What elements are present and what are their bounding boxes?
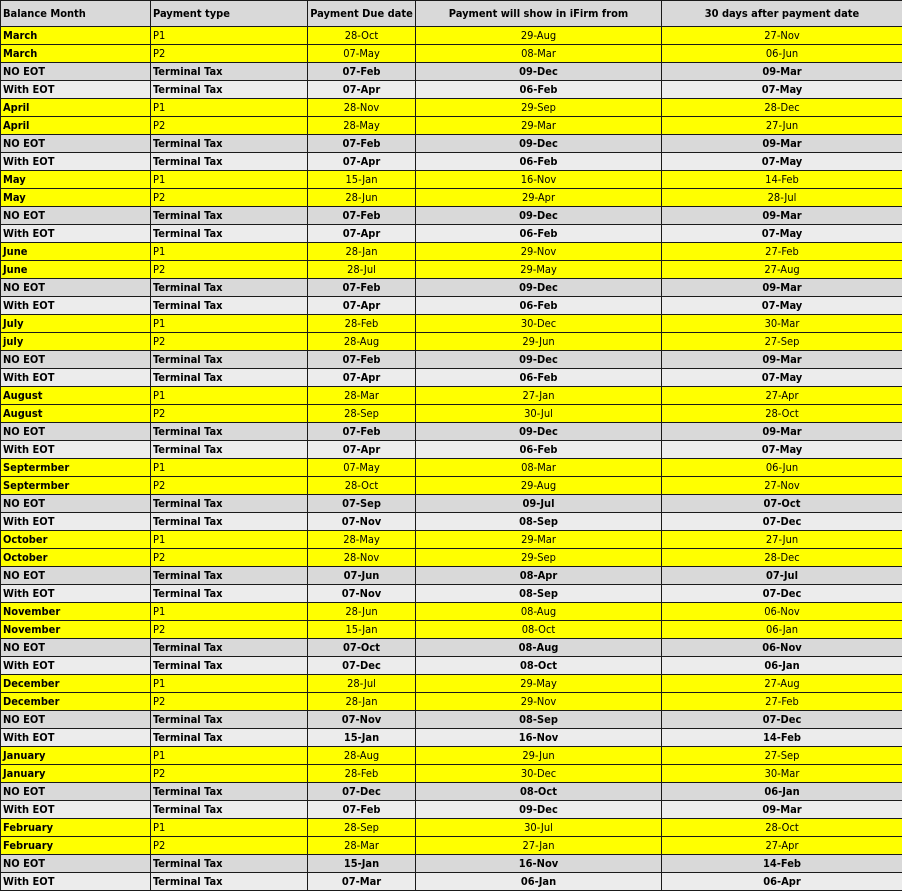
balance-month-cell[interactable]: With EOT [1, 801, 151, 819]
payment-type-cell[interactable]: Terminal Tax [151, 441, 308, 459]
table-row [1, 423, 902, 441]
column-header-30-days-after[interactable]: 30 days after payment date [662, 1, 902, 27]
balance-month-cell[interactable]: Septermber [1, 477, 151, 495]
ifirm-show-date-cell[interactable]: 09-Dec [416, 207, 662, 225]
table-row [1, 405, 902, 423]
ifirm-show-date-cell[interactable]: 29-Sep [416, 549, 662, 567]
payment-due-date-cell[interactable]: 07-Jun [308, 567, 416, 585]
ifirm-show-date-cell[interactable]: 08-Oct [416, 783, 662, 801]
ifirm-show-date-cell[interactable]: 27-Jan [416, 387, 662, 405]
payment-due-date-cell[interactable]: 07-Nov [308, 513, 416, 531]
ifirm-show-date-cell[interactable]: 30-Dec [416, 765, 662, 783]
balance-month-cell[interactable]: June [1, 261, 151, 279]
balance-month-cell[interactable]: NO EOT [1, 207, 151, 225]
thirty-days-after-cell[interactable]: 27-Jun [662, 531, 902, 549]
ifirm-show-date-cell[interactable]: 29-Mar [416, 531, 662, 549]
column-header-payment-type[interactable]: Payment type [151, 1, 308, 27]
payment-due-date-cell[interactable]: 07-Feb [308, 351, 416, 369]
thirty-days-after-cell[interactable]: 27-Sep [662, 747, 902, 765]
thirty-days-after-cell[interactable]: 09-Mar [662, 351, 902, 369]
balance-month-cell[interactable]: With EOT [1, 441, 151, 459]
thirty-days-after-cell[interactable]: 09-Mar [662, 135, 902, 153]
payment-type-cell[interactable]: Terminal Tax [151, 495, 308, 513]
payment-type-cell[interactable]: P2 [151, 189, 308, 207]
thirty-days-after-cell[interactable]: 27-Aug [662, 261, 902, 279]
table-row [1, 117, 902, 135]
payment-due-date-cell[interactable]: 07-Apr [308, 225, 416, 243]
balance-month-cell[interactable]: NO EOT [1, 567, 151, 585]
table-row [1, 585, 902, 603]
payment-type-cell[interactable]: Terminal Tax [151, 801, 308, 819]
balance-month-cell[interactable]: NO EOT [1, 351, 151, 369]
table-row [1, 639, 902, 657]
balance-month-cell[interactable]: NO EOT [1, 639, 151, 657]
thirty-days-after-cell[interactable]: 14-Feb [662, 171, 902, 189]
table-row [1, 297, 902, 315]
ifirm-show-date-cell[interactable]: 08-Aug [416, 603, 662, 621]
table-row [1, 837, 902, 855]
ifirm-show-date-cell[interactable]: 09-Dec [416, 423, 662, 441]
payment-type-cell[interactable]: P2 [151, 621, 308, 639]
balance-month-cell[interactable]: February [1, 819, 151, 837]
thirty-days-after-cell[interactable]: 27-Apr [662, 837, 902, 855]
table-row [1, 441, 902, 459]
payment-type-cell[interactable]: P1 [151, 675, 308, 693]
table-row [1, 135, 902, 153]
table-row [1, 477, 902, 495]
thirty-days-after-cell[interactable]: 28-Jul [662, 189, 902, 207]
ifirm-show-date-cell[interactable]: 08-Apr [416, 567, 662, 585]
ifirm-show-date-cell[interactable]: 09-Dec [416, 351, 662, 369]
payment-due-date-cell[interactable]: 28-Jul [308, 675, 416, 693]
table-row [1, 765, 902, 783]
thirty-days-after-cell[interactable]: 09-Mar [662, 63, 902, 81]
ifirm-show-date-cell[interactable]: 29-Mar [416, 117, 662, 135]
ifirm-show-date-cell[interactable]: 16-Nov [416, 855, 662, 873]
ifirm-show-date-cell[interactable]: 29-Nov [416, 693, 662, 711]
payment-type-cell[interactable]: Terminal Tax [151, 783, 308, 801]
payment-due-date-cell[interactable]: 15-Jan [308, 171, 416, 189]
payment-type-cell[interactable]: Terminal Tax [151, 711, 308, 729]
payment-type-cell[interactable]: Terminal Tax [151, 153, 308, 171]
thirty-days-after-cell[interactable]: 14-Feb [662, 729, 902, 747]
payment-type-cell[interactable]: Terminal Tax [151, 639, 308, 657]
payment-type-cell[interactable]: Terminal Tax [151, 567, 308, 585]
payment-due-date-cell[interactable]: 07-Feb [308, 423, 416, 441]
balance-month-cell[interactable]: NO EOT [1, 783, 151, 801]
payment-type-cell[interactable]: P2 [151, 477, 308, 495]
table-row [1, 99, 902, 117]
balance-month-cell[interactable]: March [1, 45, 151, 63]
table-row [1, 657, 902, 675]
thirty-days-after-cell[interactable]: 28-Oct [662, 819, 902, 837]
thirty-days-after-cell[interactable]: 07-May [662, 441, 902, 459]
balance-month-cell[interactable]: NO EOT [1, 135, 151, 153]
payment-due-date-cell[interactable]: 28-Nov [308, 549, 416, 567]
thirty-days-after-cell[interactable]: 27-Feb [662, 243, 902, 261]
payment-due-date-cell[interactable]: 28-Oct [308, 477, 416, 495]
table-row [1, 549, 902, 567]
balance-month-cell[interactable]: NO EOT [1, 711, 151, 729]
thirty-days-after-cell[interactable]: 07-May [662, 297, 902, 315]
ifirm-show-date-cell[interactable]: 30-Jul [416, 405, 662, 423]
balance-month-cell[interactable]: With EOT [1, 513, 151, 531]
balance-month-cell[interactable]: With EOT [1, 297, 151, 315]
payment-due-date-cell[interactable]: 28-Sep [308, 819, 416, 837]
payment-type-cell[interactable]: P2 [151, 261, 308, 279]
ifirm-show-date-cell[interactable]: 29-Nov [416, 243, 662, 261]
payment-due-date-cell[interactable]: 28-Feb [308, 315, 416, 333]
ifirm-show-date-cell[interactable]: 16-Nov [416, 171, 662, 189]
table-row [1, 801, 902, 819]
thirty-days-after-cell[interactable]: 07-Dec [662, 585, 902, 603]
balance-month-cell[interactable]: May [1, 189, 151, 207]
payment-due-date-cell[interactable]: 28-Jun [308, 603, 416, 621]
payment-due-date-cell[interactable]: 07-Feb [308, 63, 416, 81]
payment-type-cell[interactable]: Terminal Tax [151, 81, 308, 99]
payment-due-date-cell[interactable]: 28-Mar [308, 837, 416, 855]
ifirm-show-date-cell[interactable]: 08-Sep [416, 513, 662, 531]
payment-type-cell[interactable]: P1 [151, 315, 308, 333]
balance-month-cell[interactable]: NO EOT [1, 423, 151, 441]
balance-month-cell[interactable]: With EOT [1, 729, 151, 747]
ifirm-show-date-cell[interactable]: 06-Jan [416, 873, 662, 891]
balance-month-cell[interactable]: August [1, 387, 151, 405]
payment-type-cell[interactable]: Terminal Tax [151, 585, 308, 603]
thirty-days-after-cell[interactable]: 06-Nov [662, 603, 902, 621]
thirty-days-after-cell[interactable]: 07-May [662, 225, 902, 243]
table-row [1, 189, 902, 207]
payment-due-date-cell[interactable]: 07-Mar [308, 873, 416, 891]
payment-due-date-cell[interactable]: 07-Apr [308, 153, 416, 171]
table-row [1, 81, 902, 99]
payment-due-date-cell[interactable]: 28-Feb [308, 765, 416, 783]
table-row [1, 315, 902, 333]
payment-due-date-cell[interactable]: 07-Apr [308, 81, 416, 99]
table-row [1, 225, 902, 243]
table-row [1, 63, 902, 81]
ifirm-show-date-cell[interactable]: 06-Feb [416, 81, 662, 99]
table-row [1, 873, 902, 891]
payment-type-cell[interactable]: P1 [151, 243, 308, 261]
payment-type-cell[interactable]: P1 [151, 387, 308, 405]
balance-month-cell[interactable]: With EOT [1, 81, 151, 99]
table-row [1, 369, 902, 387]
payment-type-cell[interactable]: P2 [151, 117, 308, 135]
thirty-days-after-cell[interactable]: 07-May [662, 153, 902, 171]
payment-type-cell[interactable]: P1 [151, 171, 308, 189]
balance-month-cell[interactable]: july [1, 333, 151, 351]
payment-due-date-cell[interactable]: 07-May [308, 459, 416, 477]
payment-type-cell[interactable]: Terminal Tax [151, 351, 308, 369]
payment-type-cell[interactable]: P2 [151, 405, 308, 423]
balance-month-cell[interactable]: With EOT [1, 369, 151, 387]
thirty-days-after-cell[interactable]: 07-Dec [662, 513, 902, 531]
balance-month-cell[interactable]: November [1, 603, 151, 621]
payment-type-cell[interactable]: Terminal Tax [151, 297, 308, 315]
balance-month-cell[interactable]: April [1, 117, 151, 135]
payment-due-date-cell[interactable]: 28-May [308, 117, 416, 135]
balance-month-cell[interactable]: December [1, 693, 151, 711]
payment-due-date-cell[interactable]: 28-Sep [308, 405, 416, 423]
thirty-days-after-cell[interactable]: 30-Mar [662, 765, 902, 783]
balance-month-cell[interactable]: October [1, 531, 151, 549]
ifirm-show-date-cell[interactable]: 08-Oct [416, 657, 662, 675]
table-row [1, 675, 902, 693]
balance-month-cell[interactable]: October [1, 549, 151, 567]
ifirm-show-date-cell[interactable]: 06-Feb [416, 153, 662, 171]
table-row [1, 711, 902, 729]
thirty-days-after-cell[interactable]: 09-Mar [662, 207, 902, 225]
ifirm-show-date-cell[interactable]: 29-May [416, 261, 662, 279]
thirty-days-after-cell[interactable]: 06-Apr [662, 873, 902, 891]
thirty-days-after-cell[interactable]: 06-Jan [662, 621, 902, 639]
payment-type-cell[interactable]: P1 [151, 819, 308, 837]
payment-type-cell[interactable]: P1 [151, 27, 308, 45]
payment-due-date-cell[interactable]: 28-Aug [308, 747, 416, 765]
payment-due-date-cell[interactable]: 28-Jan [308, 693, 416, 711]
balance-month-cell[interactable]: January [1, 747, 151, 765]
thirty-days-after-cell[interactable]: 28-Dec [662, 549, 902, 567]
table-row [1, 621, 902, 639]
payment-due-date-cell[interactable]: 07-Feb [308, 207, 416, 225]
ifirm-show-date-cell[interactable]: 06-Feb [416, 225, 662, 243]
payment-due-date-cell[interactable]: 28-Oct [308, 27, 416, 45]
balance-month-cell[interactable]: With EOT [1, 657, 151, 675]
thirty-days-after-cell[interactable]: 06-Jan [662, 783, 902, 801]
ifirm-show-date-cell[interactable]: 27-Jan [416, 837, 662, 855]
thirty-days-after-cell[interactable]: 27-Sep [662, 333, 902, 351]
payment-type-cell[interactable]: Terminal Tax [151, 855, 308, 873]
table-row [1, 819, 902, 837]
payment-due-date-cell[interactable]: 07-Apr [308, 369, 416, 387]
payment-due-date-cell[interactable]: 28-Nov [308, 99, 416, 117]
ifirm-show-date-cell[interactable]: 29-Aug [416, 477, 662, 495]
table-row [1, 783, 902, 801]
balance-month-cell[interactable]: NO EOT [1, 279, 151, 297]
table-row [1, 855, 902, 873]
payment-type-cell[interactable]: P1 [151, 459, 308, 477]
ifirm-show-date-cell[interactable]: 09-Dec [416, 279, 662, 297]
ifirm-show-date-cell[interactable]: 06-Feb [416, 369, 662, 387]
payment-due-date-cell[interactable]: 28-May [308, 531, 416, 549]
column-header-payment-due-date[interactable]: Payment Due date [308, 1, 416, 27]
table-row [1, 567, 902, 585]
payment-due-date-cell[interactable]: 07-Dec [308, 783, 416, 801]
payment-type-cell[interactable]: Terminal Tax [151, 279, 308, 297]
balance-month-cell[interactable]: January [1, 765, 151, 783]
payment-type-cell[interactable]: Terminal Tax [151, 135, 308, 153]
ifirm-show-date-cell[interactable]: 29-Jun [416, 333, 662, 351]
payment-due-date-cell[interactable]: 28-Mar [308, 387, 416, 405]
header-row [1, 1, 902, 27]
balance-month-cell[interactable]: July [1, 315, 151, 333]
balance-month-cell[interactable]: NO EOT [1, 855, 151, 873]
table-row [1, 459, 902, 477]
thirty-days-after-cell[interactable]: 07-Oct [662, 495, 902, 513]
payment-due-date-cell[interactable]: 07-Apr [308, 297, 416, 315]
payment-type-cell[interactable]: P2 [151, 693, 308, 711]
table-row [1, 747, 902, 765]
balance-month-cell[interactable]: With EOT [1, 153, 151, 171]
payment-type-cell[interactable]: Terminal Tax [151, 729, 308, 747]
payment-due-date-cell[interactable]: 07-Feb [308, 135, 416, 153]
table-row [1, 207, 902, 225]
ifirm-show-date-cell[interactable]: 30-Dec [416, 315, 662, 333]
thirty-days-after-cell[interactable]: 06-Jun [662, 459, 902, 477]
payment-due-date-cell[interactable]: 07-Feb [308, 801, 416, 819]
table-row [1, 243, 902, 261]
balance-month-cell[interactable]: With EOT [1, 225, 151, 243]
balance-month-cell[interactable]: NO EOT [1, 63, 151, 81]
table-row [1, 387, 902, 405]
ifirm-show-date-cell[interactable]: 08-Oct [416, 621, 662, 639]
thirty-days-after-cell[interactable]: 06-Nov [662, 639, 902, 657]
payment-type-cell[interactable]: P1 [151, 603, 308, 621]
thirty-days-after-cell[interactable]: 14-Feb [662, 855, 902, 873]
ifirm-show-date-cell[interactable]: 08-Sep [416, 711, 662, 729]
thirty-days-after-cell[interactable]: 09-Mar [662, 279, 902, 297]
table-row [1, 729, 902, 747]
balance-month-cell[interactable]: With EOT [1, 585, 151, 603]
balance-month-cell[interactable]: March [1, 27, 151, 45]
table-row [1, 693, 902, 711]
thirty-days-after-cell[interactable]: 27-Apr [662, 387, 902, 405]
thirty-days-after-cell[interactable]: 06-Jun [662, 45, 902, 63]
ifirm-show-date-cell[interactable]: 16-Nov [416, 729, 662, 747]
ifirm-show-date-cell[interactable]: 06-Feb [416, 297, 662, 315]
payment-due-date-cell[interactable]: 15-Jan [308, 855, 416, 873]
thirty-days-after-cell[interactable]: 27-Nov [662, 477, 902, 495]
ifirm-show-date-cell[interactable]: 08-Aug [416, 639, 662, 657]
payment-type-cell[interactable]: P2 [151, 837, 308, 855]
thirty-days-after-cell[interactable]: 07-May [662, 369, 902, 387]
payment-type-cell[interactable]: P2 [151, 45, 308, 63]
payment-due-date-cell[interactable]: 28-Jul [308, 261, 416, 279]
table-row [1, 45, 902, 63]
ifirm-show-date-cell[interactable]: 30-Jul [416, 819, 662, 837]
table-row [1, 495, 902, 513]
ifirm-show-date-cell[interactable]: 29-May [416, 675, 662, 693]
payment-due-date-cell[interactable]: 28-Jun [308, 189, 416, 207]
table-row [1, 171, 902, 189]
table-row [1, 153, 902, 171]
ifirm-show-date-cell[interactable]: 29-Jun [416, 747, 662, 765]
thirty-days-after-cell[interactable]: 27-Aug [662, 675, 902, 693]
payment-type-cell[interactable]: Terminal Tax [151, 423, 308, 441]
payment-type-cell[interactable]: P1 [151, 747, 308, 765]
column-header-ifirm-show-date[interactable]: Payment will show in iFirm from [416, 1, 662, 27]
table-row [1, 531, 902, 549]
balance-month-cell[interactable]: August [1, 405, 151, 423]
payment-due-date-cell[interactable]: 15-Jan [308, 729, 416, 747]
thirty-days-after-cell[interactable]: 27-Jun [662, 117, 902, 135]
ifirm-show-date-cell[interactable]: 08-Mar [416, 459, 662, 477]
balance-month-cell[interactable]: February [1, 837, 151, 855]
payment-type-cell[interactable]: P1 [151, 99, 308, 117]
balance-month-cell[interactable]: May [1, 171, 151, 189]
payment-type-cell[interactable]: P2 [151, 549, 308, 567]
table-row [1, 261, 902, 279]
payment-due-date-cell[interactable]: 07-Feb [308, 279, 416, 297]
payment-due-date-cell[interactable]: 07-Nov [308, 711, 416, 729]
payment-type-cell[interactable]: Terminal Tax [151, 63, 308, 81]
thirty-days-after-cell[interactable]: 28-Oct [662, 405, 902, 423]
payment-due-date-cell[interactable]: 28-Aug [308, 333, 416, 351]
thirty-days-after-cell[interactable]: 07-May [662, 81, 902, 99]
balance-month-cell[interactable]: June [1, 243, 151, 261]
payment-due-date-cell[interactable]: 28-Jan [308, 243, 416, 261]
thirty-days-after-cell[interactable]: 06-Jan [662, 657, 902, 675]
table-row [1, 333, 902, 351]
payment-due-date-cell[interactable]: 07-Apr [308, 441, 416, 459]
ifirm-show-date-cell[interactable]: 08-Mar [416, 45, 662, 63]
balance-month-cell[interactable]: With EOT [1, 873, 151, 891]
payment-due-date-cell[interactable]: 07-Nov [308, 585, 416, 603]
ifirm-show-date-cell[interactable]: 29-Aug [416, 27, 662, 45]
thirty-days-after-cell[interactable]: 30-Mar [662, 315, 902, 333]
payment-type-cell[interactable]: Terminal Tax [151, 207, 308, 225]
balance-month-cell[interactable]: April [1, 99, 151, 117]
balance-month-cell[interactable]: NO EOT [1, 495, 151, 513]
ifirm-show-date-cell[interactable]: 09-Dec [416, 801, 662, 819]
thirty-days-after-cell[interactable]: 07-Dec [662, 711, 902, 729]
thirty-days-after-cell[interactable]: 27-Feb [662, 693, 902, 711]
payment-type-cell[interactable]: Terminal Tax [151, 225, 308, 243]
ifirm-show-date-cell[interactable]: 29-Sep [416, 99, 662, 117]
payment-type-cell[interactable]: Terminal Tax [151, 657, 308, 675]
ifirm-show-date-cell[interactable]: 08-Sep [416, 585, 662, 603]
ifirm-show-date-cell[interactable]: 29-Apr [416, 189, 662, 207]
table-row [1, 603, 902, 621]
balance-month-cell[interactable]: November [1, 621, 151, 639]
balance-month-cell[interactable]: Septermber [1, 459, 151, 477]
thirty-days-after-cell[interactable]: 27-Nov [662, 27, 902, 45]
payment-type-cell[interactable]: Terminal Tax [151, 873, 308, 891]
payment-type-cell[interactable]: P1 [151, 531, 308, 549]
ifirm-show-date-cell[interactable]: 09-Dec [416, 63, 662, 81]
payment-due-date-cell[interactable]: 07-Sep [308, 495, 416, 513]
thirty-days-after-cell[interactable]: 07-Jul [662, 567, 902, 585]
table-row [1, 513, 902, 531]
ifirm-show-date-cell[interactable]: 09-Dec [416, 135, 662, 153]
payment-type-cell[interactable]: Terminal Tax [151, 369, 308, 387]
thirty-days-after-cell[interactable]: 09-Mar [662, 801, 902, 819]
payment-type-cell[interactable]: Terminal Tax [151, 513, 308, 531]
table-row [1, 351, 902, 369]
ifirm-show-date-cell[interactable]: 06-Feb [416, 441, 662, 459]
balance-month-cell[interactable]: December [1, 675, 151, 693]
payment-type-cell[interactable]: P2 [151, 765, 308, 783]
thirty-days-after-cell[interactable]: 09-Mar [662, 423, 902, 441]
payment-due-date-cell[interactable]: 07-Dec [308, 657, 416, 675]
payment-due-date-cell[interactable]: 15-Jan [308, 621, 416, 639]
payment-due-date-cell[interactable]: 07-May [308, 45, 416, 63]
table-row [1, 279, 902, 297]
table-row [1, 27, 902, 45]
thirty-days-after-cell[interactable]: 28-Dec [662, 99, 902, 117]
ifirm-show-date-cell[interactable]: 09-Jul [416, 495, 662, 513]
column-header-balance-month[interactable]: Balance Month [1, 1, 151, 27]
payment-type-cell[interactable]: P2 [151, 333, 308, 351]
payment-due-date-cell[interactable]: 07-Oct [308, 639, 416, 657]
